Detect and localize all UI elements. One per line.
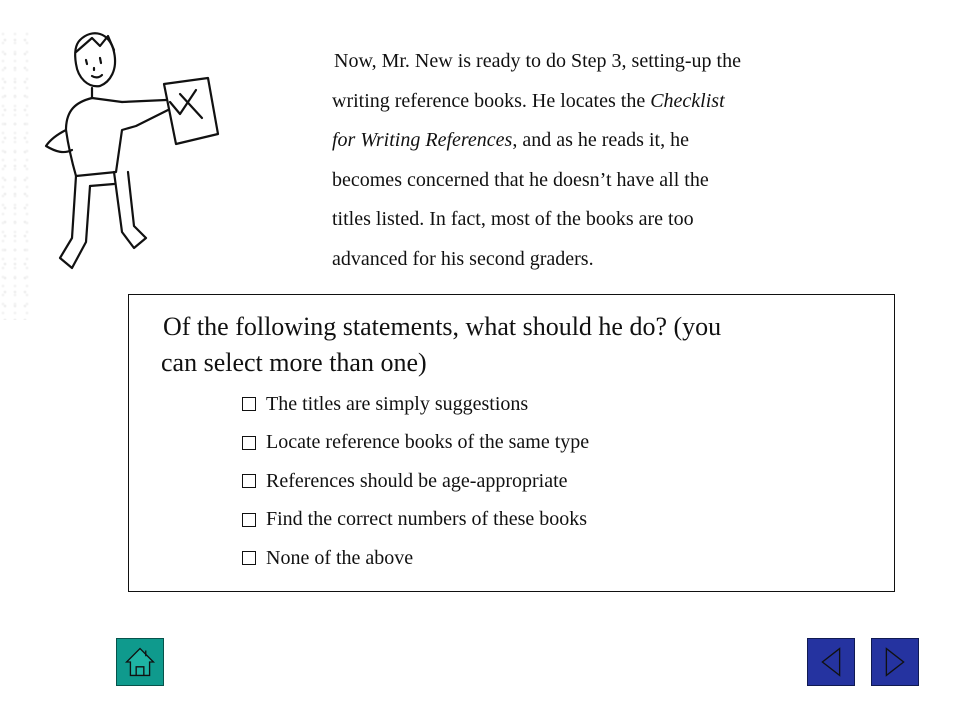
next-button[interactable] — [871, 638, 919, 686]
checkbox-icon[interactable] — [242, 397, 256, 411]
story-line-6: advanced for his second graders. — [332, 247, 594, 270]
story-line-3-text: , and as he reads it, he — [512, 129, 689, 151]
answer-options — [242, 385, 862, 578]
story-line-2-italic: Checklist — [650, 89, 725, 112]
option-label: Find the correct numbers of these books — [266, 508, 588, 531]
question-panel — [128, 294, 895, 592]
checkbox-icon[interactable] — [242, 474, 256, 488]
question-line-2: can select more than one) — [161, 348, 427, 377]
option-label: Locate reference books of the same type — [266, 431, 590, 454]
checkbox-icon[interactable] — [242, 436, 256, 450]
story-line-3-italic: for Writing References — [332, 129, 513, 151]
teacher-illustration — [20, 22, 220, 282]
option-2[interactable] — [242, 424, 862, 463]
teacher-drawing-icon — [20, 22, 220, 282]
question-line-1: Of the following statements, what should he do? (you — [163, 312, 722, 341]
story-text — [334, 42, 914, 279]
option-4[interactable] — [242, 501, 862, 540]
home-button[interactable] — [116, 638, 164, 686]
checkbox-icon[interactable] — [242, 551, 256, 565]
option-1[interactable] — [242, 385, 862, 424]
story-line-2-text: writing reference books. He locates the — [332, 89, 651, 112]
story-line-4: becomes concerned that he doesn’t have all the — [332, 168, 709, 191]
story-line-2 — [332, 82, 914, 122]
story-line-5: titles listed. In fact, most of the books are too — [332, 208, 694, 230]
question-text — [163, 309, 873, 381]
option-label: References should be age-appropriate — [266, 469, 568, 492]
story-line-1: Now, Mr. New is ready to do Step 3, setting-up the — [334, 50, 741, 72]
option-5[interactable] — [242, 539, 862, 578]
home-icon — [117, 639, 163, 685]
option-label: None of the above — [266, 546, 414, 569]
option-label: The titles are simply suggestions — [266, 392, 529, 415]
checkbox-icon[interactable] — [242, 513, 256, 527]
story-line-3 — [332, 121, 914, 161]
next-icon — [872, 639, 918, 685]
previous-icon — [808, 639, 854, 685]
previous-button[interactable] — [807, 638, 855, 686]
option-3[interactable] — [242, 462, 862, 501]
